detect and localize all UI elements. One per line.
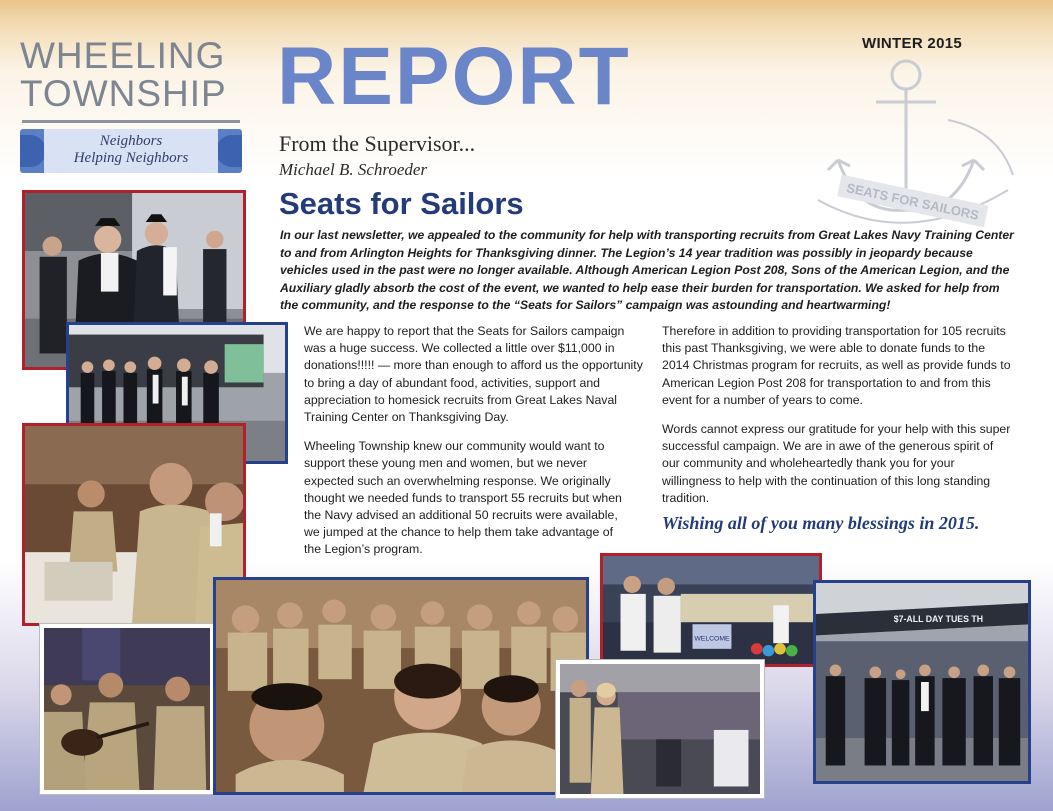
logo-divider xyxy=(22,120,240,123)
storefront-sign-text: $7-ALL DAY TUES TH xyxy=(893,613,984,624)
bowling-screen-text: WELCOME xyxy=(694,635,730,643)
logo-line-1: WHEELING xyxy=(20,35,226,76)
author-name: Michael B. Schroeder xyxy=(279,160,428,179)
column1-paragraph-1: We are happy to report that the Seats for Sailors campaign was a huge success. We collected a little over $11,000 in donations!!!!! — more than enough to afford us the opportunity to bring a day of abundant food, activities, support and appreciation to homesick recruits from Great Lakes Naval Training Center on Thanksgiving Day. xyxy=(304,324,643,425)
anchor-icon xyxy=(798,50,1023,240)
logo-tagline-2: Helping Neighbors xyxy=(73,150,189,166)
closing-wish: Wishing all of you many blessings in 2015. xyxy=(662,513,980,533)
section-kicker: From the Supervisor... xyxy=(279,131,476,156)
photo-recruits-with-guitar xyxy=(40,624,214,794)
photo-recruits-bowling xyxy=(600,553,822,667)
column2-paragraph-2: Words cannot express our gratitude for your help with this super successful campaign. We are in awe of the generous spirit of our community and wholeheartedly thank you for your willingness to help with the continuation of this long standing tradition. xyxy=(662,422,1011,505)
photo-recruits-storefront xyxy=(813,580,1031,784)
banner-right-fold xyxy=(216,135,242,167)
column1-paragraph-2: Wheeling Township knew our community would want to support these young men and women, but we never expected such an overwhelming response. We originally thought we needed funds to transport 55 recruits but when the Navy advised an additional 50 recruits were available, we jumped at the chance to help them take advantage of the Legion’s program. xyxy=(304,439,622,557)
issue-season: WINTER 2015 xyxy=(862,35,962,52)
article-column-2 xyxy=(662,323,1012,519)
photo-recruits-arcade xyxy=(556,660,764,798)
seal-text: SEATS FOR SAILORS xyxy=(845,180,981,223)
logo-line-2: TOWNSHIP xyxy=(20,73,227,114)
logo-tagline-1: Neighbors xyxy=(99,133,163,149)
article-intro: In our last newsletter, we appealed to the community for help with transporting recruits from Great Lakes Navy Training Center to and from Arlington Heights for Thanksgiving dinner. The Legion’s 14 year tradition was possibly in jeopardy because vehicles used in the past were no longer available. Although American Legion Post 208, Sons of the American Legion, and the Auxiliary gladly absorb the cost of the event, we wanted to help ease their burden for transportation. We asked for help from the community, and the response to the “Seats for Sailors” campaign was astounding and heartwarming! xyxy=(280,228,1014,313)
seats-for-sailors-seal xyxy=(798,50,1023,240)
column2-paragraph-1: Therefore in addition to providing transportation for 105 recruits this past Thanksgiving, we were able to donate funds to the 2014 Christmas program for recruits, as well as provide funds to American Legion Post 208 for transportation to and from this event for a number of years to come. xyxy=(662,324,1011,407)
banner-left-fold xyxy=(20,135,46,167)
photo-recruits-at-dinner xyxy=(213,577,589,795)
banner-center xyxy=(44,129,218,173)
article-headline: Seats for Sailors xyxy=(279,186,524,221)
article-column-1 xyxy=(304,323,644,571)
masthead-title: REPORT xyxy=(277,31,631,122)
logo-banner xyxy=(20,129,242,173)
township-logo xyxy=(20,35,242,178)
